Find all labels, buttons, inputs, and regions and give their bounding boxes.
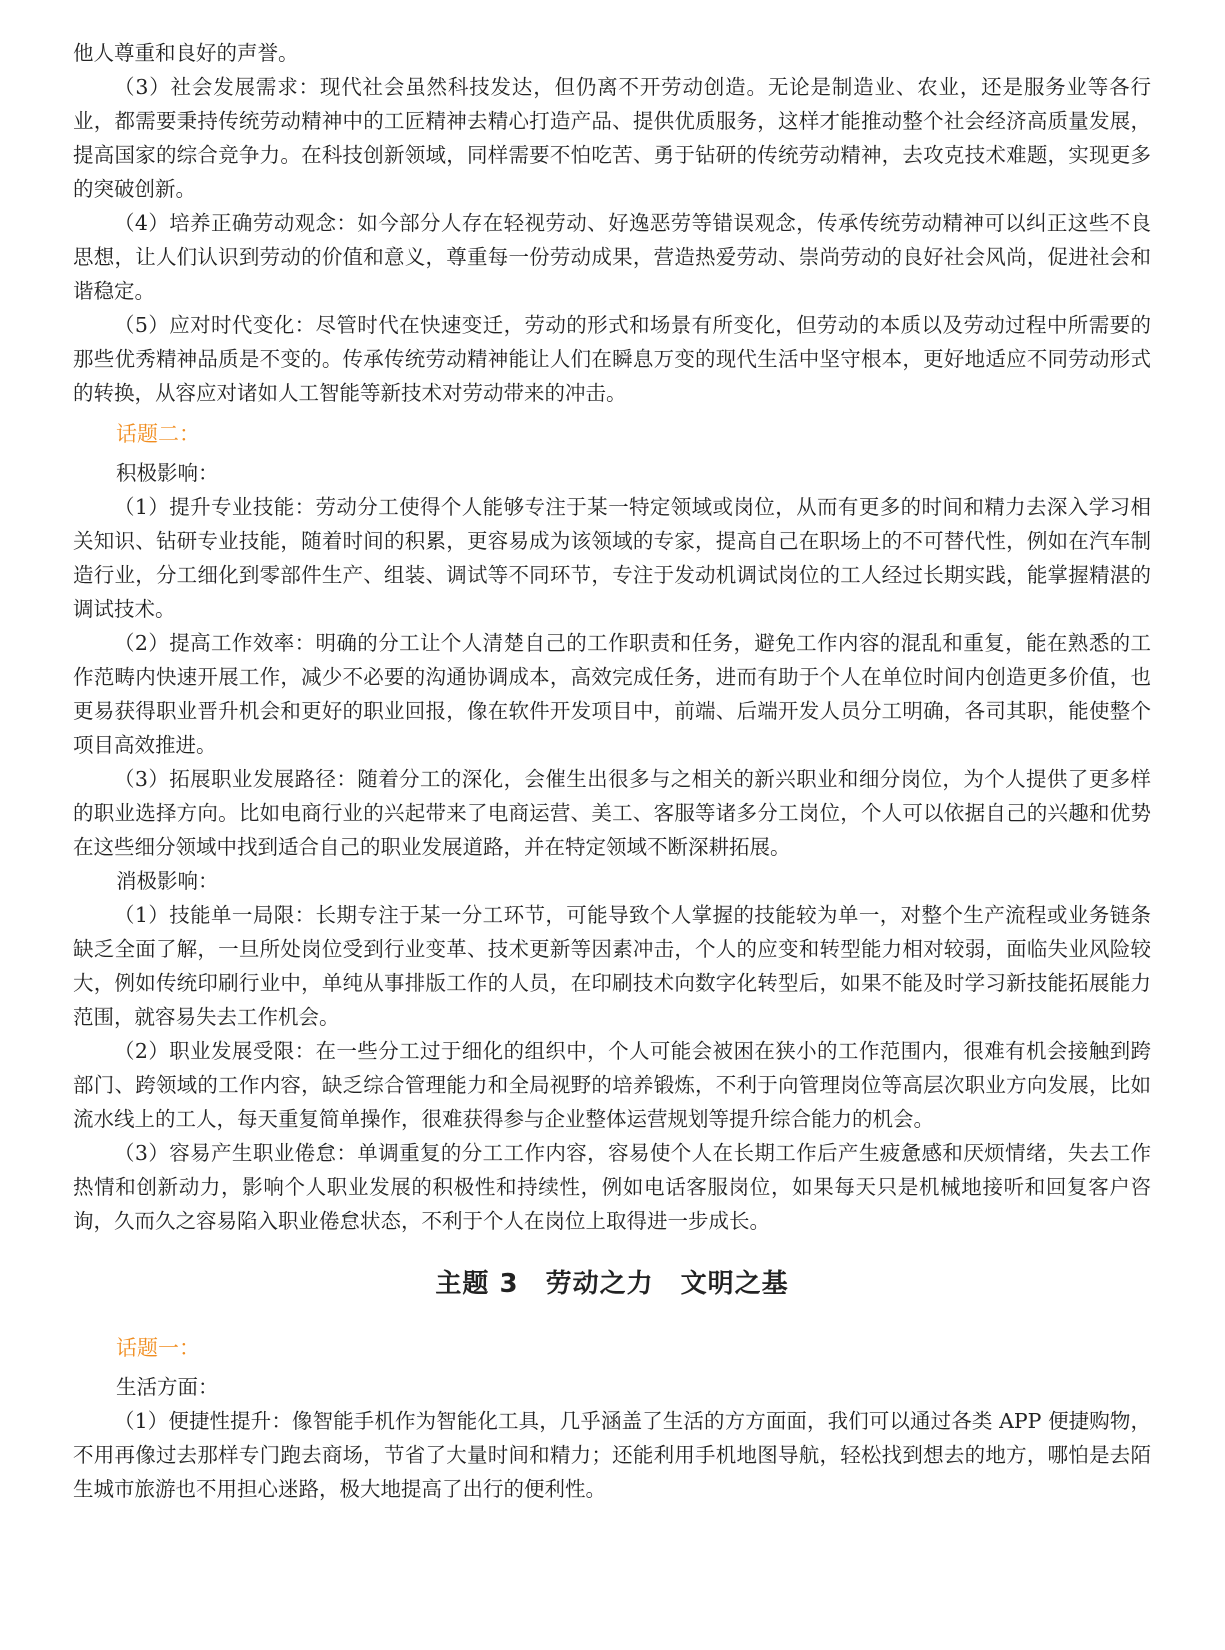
life-item-1: （1）便捷性提升：像智能手机作为智能化工具，几乎涵盖了生活的方方面面，我们可以通过各类 APP 便捷购物，不用再像过去那样专门跑去商场，节省了大量时间和精力；还能利用手机地图导航，轻松找到想去的地方，哪怕是去陌生城市旅游也不用担心迷路，极大地提高了出行的便利性。	[73, 1409, 1151, 1501]
paragraph-era-change: （5）应对时代变化：尽管时代在快速变迁，劳动的形式和场景有所变化，但劳动的本质以及劳动过程中所需要的那些优秀精神品质是不变的。传承传统劳动精神能让人们在瞬息万变的现代生活中坚守根本，更好地适应不同劳动形式的转换，从容应对诸如人工智能等新技术对劳动带来的冲击。	[73, 313, 1151, 405]
positive-item-3: （3）拓展职业发展路径：随着分工的深化，会催生出很多与之相关的新兴职业和细分岗位，为个人提供了更多样的职业选择方向。比如电商行业的兴起带来了电商运营、美工、客服等诸多分工岗位，个人可以依据自己的兴趣和优势在这些细分领域中找到适合自己的职业发展道路，并在特定领域不断深耕拓展。	[73, 767, 1151, 859]
positive-impact-label: 积极影响：	[116, 461, 219, 485]
paragraph-labor-concept: （4）培养正确劳动观念：如今部分人存在轻视劳动、好逸恶劳等错误观念，传承传统劳动精神可以纠正这些不良思想，让人们认识到劳动的价值和意义，尊重每一份劳动成果，营造热爱劳动、崇尚劳动的良好社会风尚，促进社会和谐稳定。	[73, 211, 1151, 303]
theme-3-title: 主题 3 劳动之力 文明之基	[435, 1269, 789, 1299]
positive-item-1: （1）提升专业技能：劳动分工使得个人能够专注于某一特定领域或岗位，从而有更多的时间和精力去深入学习相关知识、钻研专业技能，随着时间的积累，更容易成为该领域的专家，提高自己在职场上的不可替代性，例如在汽车制造行业，分工细化到零部件生产、组装、调试等不同环节，专注于发动机调试岗位的工人经过长期实践，能掌握精湛的调试技术。	[73, 495, 1151, 621]
positive-item-2: （2）提高工作效率：明确的分工让个人清楚自己的工作职责和任务，避免工作内容的混乱和重复，能在熟悉的工作范畴内快速开展工作，减少不必要的沟通协调成本，高效完成任务，进而有助于个人在单位时间内创造更多价值，也更易获得职业晋升机会和更好的职业回报，像在软件开发项目中，前端、后端开发人员分工明确，各司其职，能使整个项目高效推进。	[73, 631, 1151, 757]
negative-impact-label: 消极影响：	[116, 869, 219, 893]
document-page	[73, 36, 1151, 1506]
paragraph-social-needs: （3）社会发展需求：现代社会虽然科技发达，但仍离不开劳动创造。无论是制造业、农业，还是服务业等各行业，都需要秉持传统劳动精神中的工匠精神去精心打造产品、提供优质服务，这样才能推动整个社会经济高质量发展，提高国家的综合竞争力。在科技创新领域，同样需要不怕吃苦、勇于钻研的传统劳动精神，去攻克技术难题，实现更多的突破创新。	[73, 75, 1151, 201]
topic-two-heading: 话题二：	[116, 422, 200, 446]
life-aspect-label: 生活方面：	[116, 1375, 219, 1399]
topic-one-heading: 话题一：	[116, 1336, 200, 1360]
negative-item-2: （2）职业发展受限：在一些分工过于细化的组织中，个人可能会被困在狭小的工作范围内，很难有机会接触到跨部门、跨领域的工作内容，缺乏综合管理能力和全局视野的培养锻炼，不利于向管理岗位等高层次职业方向发展，比如流水线上的工人，每天重复简单操作，很难获得参与企业整体运营规划等提升综合能力的机会。	[73, 1039, 1151, 1131]
negative-item-1: （1）技能单一局限：长期专注于某一分工环节，可能导致个人掌握的技能较为单一，对整个生产流程或业务链条缺乏全面了解，一旦所处岗位受到行业变革、技术更新等因素冲击，个人的应变和转型能力相对较弱，面临失业风险较大，例如传统印刷行业中，单纯从事排版工作的人员，在印刷技术向数字化转型后，如果不能及时学习新技能拓展能力范围，就容易失去工作机会。	[73, 903, 1151, 1029]
paragraph-continuation: 他人尊重和良好的声誉。	[73, 41, 299, 65]
negative-item-3: （3）容易产生职业倦怠：单调重复的分工工作内容，容易使个人在长期工作后产生疲惫感和厌烦情绪，失去工作热情和创新动力，影响个人职业发展的积极性和持续性，例如电话客服岗位，如果每天只是机械地接听和回复客户咨询，久而久之容易陷入职业倦怠状态，不利于个人在岗位上取得进一步成长。	[73, 1141, 1151, 1233]
